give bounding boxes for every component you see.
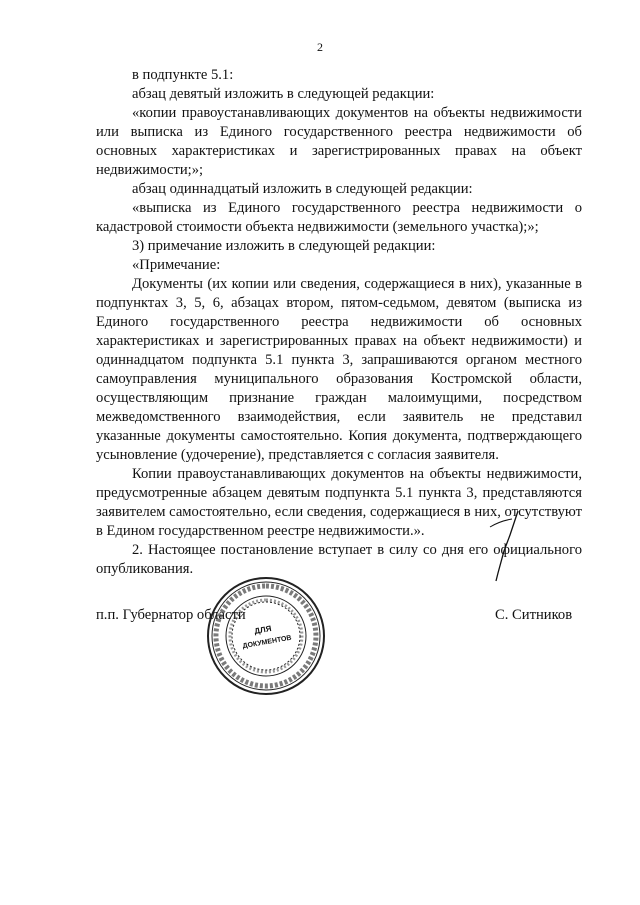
stamp-center-line-2: ДОКУМЕНТОВ xyxy=(242,634,293,651)
paragraph: 3) примечание изложить в следующей редакции: xyxy=(132,238,436,254)
paragraph: «Примечание: xyxy=(132,257,221,273)
paragraph: абзац девятый изложить в следующей редакции: xyxy=(132,86,435,102)
page-number: 2 xyxy=(317,40,323,54)
paragraph: Документы (их копии или сведения, содержащиеся в них), указанные в подпунктах 3, 5, 6, абзацах втором, пятом-седьмом, девятом (выписка из Единого государственного реестра недвижимости об основных характеристиках и зарегистрированных правах на объект недвижимости) и одиннадцатом подпункта 5.1 пункта 3, запрашиваются органом местного самоуправления муниципального образования Костромской области, осуществляющим признание граждан малоимущими, посредством межведомственного взаимодействия, если заявитель не представил указанные документы самостоятельно. Копия документа, подтверждающего усыновление (удочерение), представляется с согласия заявителя. xyxy=(96,276,582,463)
paragraph: «копии правоустанавливающих документов на объекты недвижимости или выписка из Единого государственного реестра недвижимости об основных характеристиках и зарегистрированных правах на объект недвижимости;»; xyxy=(96,105,582,178)
official-stamp xyxy=(204,574,328,698)
paragraph: 2. Настоящее постановление вступает в силу со дня его официального опубликования. xyxy=(96,542,582,577)
signature-name: С. Ситников xyxy=(495,607,573,623)
document-body xyxy=(96,66,582,579)
signature-title: п.п. Губернатор области xyxy=(96,607,246,623)
paragraph: в подпункте 5.1: xyxy=(132,67,234,83)
handwritten-signature xyxy=(470,505,530,585)
paragraph: абзац одиннадцатый изложить в следующей редакции: xyxy=(132,181,473,197)
paragraph: «выписка из Единого государственного реестра недвижимости о кадастровой стоимости объекта недвижимости (земельного участка);»; xyxy=(96,200,582,235)
stamp-center-line-1: ДЛЯ xyxy=(253,624,273,636)
paragraph: Копии правоустанавливающих документов на объекты недвижимости, предусмотренные абзацем девятым подпункта 5.1 пункта 3, представляются заявителем самостоятельно, если сведения, содержащиеся в них, отсутствуют в Едином государственном реестре недвижимости.». xyxy=(96,466,582,539)
